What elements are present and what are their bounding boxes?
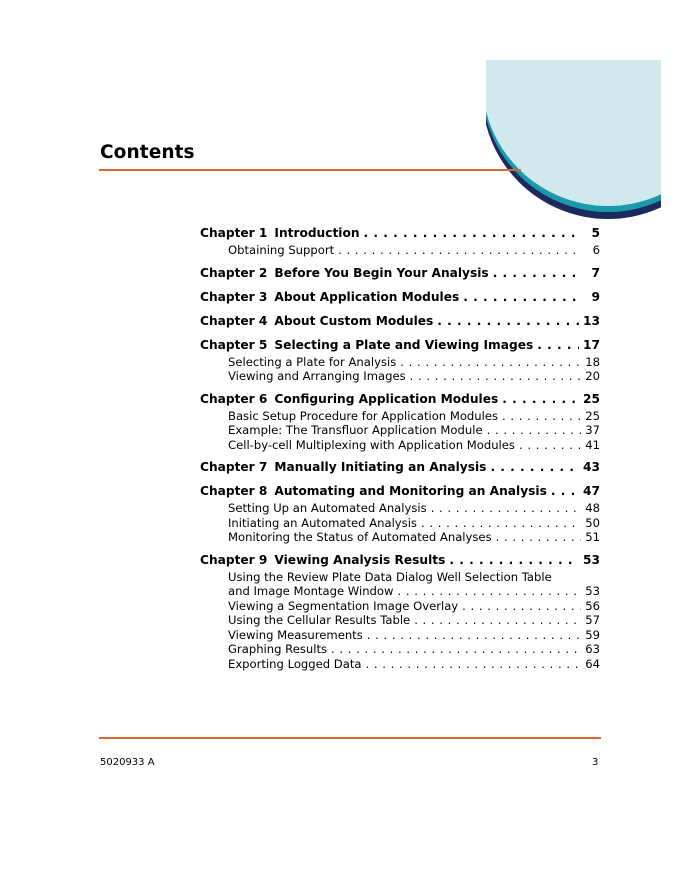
dot-leader [496, 530, 582, 545]
dot-leader [414, 613, 581, 628]
chapter-page-number: 53 [583, 552, 600, 567]
toc-subentry[interactable] [200, 516, 600, 531]
subentry-page-number: 6 [592, 243, 600, 257]
subentry-page-number: 18 [585, 354, 600, 369]
subentry-title: Setting Up an Automated Analysis [228, 501, 427, 515]
subentry-page-number: 57 [585, 613, 600, 627]
subentry-title: Viewing and Arranging Images [228, 369, 406, 383]
dot-leader [397, 584, 581, 599]
table-of-contents [200, 225, 600, 678]
toc-chapter-entry[interactable] [200, 289, 600, 306]
chapter-page-number: 9 [591, 289, 600, 304]
chapter-page-number: 25 [583, 391, 600, 406]
toc-subentry[interactable] [200, 613, 600, 628]
toc-subentry[interactable] [200, 501, 600, 516]
toc-subentry[interactable] [200, 530, 600, 545]
subentry-page-number: 25 [585, 408, 600, 423]
subentry-title: Monitoring the Status of Automated Analyses [228, 530, 492, 544]
page-number: 3 [592, 757, 599, 768]
toc-chapter-block [200, 391, 600, 453]
chapter-page-number: 17 [583, 337, 600, 352]
subentry-page-number: 51 [585, 530, 600, 544]
toc-subentries [200, 409, 600, 453]
subentry-page-number: 37 [585, 423, 600, 437]
dot-leader [364, 225, 582, 242]
toc-subentry-continuation[interactable] [200, 584, 600, 599]
toc-chapter-block [200, 459, 600, 476]
toc-subentry[interactable] [200, 628, 600, 643]
toc-subentries [200, 355, 600, 384]
subentry-title: Viewing Measurements [228, 627, 363, 642]
dot-leader [400, 355, 581, 370]
subentry-title: Cell-by-cell Multiplexing with Application Modules [228, 437, 515, 452]
dot-leader [502, 409, 581, 424]
toc-subentry[interactable] [200, 438, 600, 453]
toc-subentries [200, 570, 600, 672]
dot-leader [493, 265, 582, 282]
subentry-title: Viewing a Segmentation Image Overlay [228, 598, 459, 613]
subentry-title: Basic Setup Procedure for Application Modules [228, 408, 499, 423]
decorative-circle-graphic [486, 60, 661, 225]
toc-subentry[interactable] [200, 243, 600, 258]
page-title: Contents [100, 142, 195, 163]
chapter-number: Chapter 4 [200, 313, 268, 328]
dot-leader [431, 501, 582, 516]
chapter-page-number: 7 [591, 265, 600, 280]
toc-chapter-entry[interactable] [200, 391, 600, 408]
chapter-number: Chapter 8 [200, 484, 268, 498]
dot-leader [437, 313, 579, 330]
chapter-title: About Application Modules [274, 289, 460, 304]
chapter-page-number: 13 [583, 313, 600, 328]
chapter-page-number: 5 [591, 226, 600, 240]
chapter-title: Selecting a Plate and Viewing Images [274, 337, 534, 352]
dot-leader [519, 438, 581, 453]
subentry-page-number: 63 [585, 642, 600, 656]
chapter-title: Introduction [274, 226, 360, 240]
chapter-number: Chapter 6 [200, 391, 268, 406]
footer-divider [99, 737, 601, 739]
toc-chapter-entry[interactable] [200, 337, 600, 354]
subentry-page-number: 59 [585, 627, 600, 642]
toc-subentry[interactable] [200, 423, 600, 438]
subentry-title: Initiating an Automated Analysis [228, 515, 417, 530]
dot-leader [331, 642, 581, 657]
dot-leader [462, 599, 581, 614]
chapter-number: Chapter 1 [200, 226, 268, 240]
toc-chapter-entry[interactable] [200, 225, 600, 242]
dot-leader [537, 337, 579, 354]
subentry-title: Using the Cellular Results Table [228, 613, 411, 627]
dot-leader [367, 628, 581, 643]
toc-subentries [200, 501, 600, 545]
toc-subentry[interactable] [200, 599, 600, 614]
toc-chapter-entry[interactable] [200, 459, 600, 476]
dot-leader [366, 657, 582, 672]
dot-leader [490, 459, 579, 476]
dot-leader [551, 483, 579, 500]
subentry-page-number: 56 [585, 598, 600, 613]
subentry-title: Example: The Transfluor Application Module [228, 423, 483, 437]
chapter-title: Automating and Monitoring an Analysis [274, 484, 547, 498]
toc-subentry[interactable] [200, 369, 600, 384]
dot-leader [463, 289, 582, 306]
subentry-page-number: 50 [585, 515, 600, 530]
chapter-number: Chapter 2 [200, 265, 268, 280]
subentry-title: Obtaining Support [228, 243, 335, 257]
chapter-title: About Custom Modules [274, 313, 434, 328]
chapter-title: Configuring Application Modules [274, 391, 499, 406]
toc-chapter-block [200, 289, 600, 306]
chapter-title: Before You Begin Your Analysis [274, 265, 489, 280]
dot-leader [449, 552, 579, 569]
subentry-page-number: 48 [585, 501, 600, 515]
toc-subentry[interactable] [200, 642, 600, 657]
subentry-page-number: 20 [585, 369, 600, 383]
dot-leader [410, 369, 582, 384]
toc-subentries [200, 243, 600, 258]
subentry-title-continuation: and Image Montage Window [228, 584, 394, 598]
chapter-number: Chapter 7 [200, 460, 268, 474]
toc-subentry[interactable] [200, 355, 600, 370]
document-number: 5020933 A [100, 757, 155, 768]
subentry-page-number: 41 [585, 437, 600, 452]
toc-subentry[interactable] [200, 657, 600, 672]
dot-leader [502, 391, 579, 408]
dot-leader [338, 243, 582, 258]
toc-chapter-entry[interactable] [200, 552, 600, 569]
toc-chapter-block [200, 552, 600, 672]
subentry-page-number: 53 [585, 584, 600, 598]
toc-chapter-block [200, 313, 600, 330]
subentry-title: Using the Review Plate Data Dialog Well Selection Table [228, 569, 552, 584]
chapter-page-number: 47 [583, 484, 600, 498]
toc-subentry[interactable] [200, 570, 600, 585]
toc-chapter-block [200, 483, 600, 545]
dot-leader [487, 423, 582, 438]
toc-chapter-block [200, 337, 600, 384]
chapter-number: Chapter 9 [200, 552, 268, 567]
subentry-page-number: 64 [585, 656, 600, 671]
dot-leader [421, 516, 581, 531]
toc-chapter-entry[interactable] [200, 483, 600, 500]
chapter-title: Manually Initiating an Analysis [274, 460, 487, 474]
chapter-number: Chapter 3 [200, 289, 268, 304]
toc-chapter-entry[interactable] [200, 313, 600, 330]
subentry-title: Graphing Results [228, 642, 328, 656]
chapter-page-number: 43 [583, 460, 600, 474]
title-divider [99, 169, 521, 171]
subentry-title: Exporting Logged Data [228, 656, 362, 671]
toc-chapter-block [200, 265, 600, 282]
toc-chapter-entry[interactable] [200, 265, 600, 282]
toc-subentry[interactable] [200, 409, 600, 424]
toc-chapter-block [200, 225, 600, 258]
subentry-title: Selecting a Plate for Analysis [228, 354, 397, 369]
chapter-number: Chapter 5 [200, 337, 268, 352]
chapter-title: Viewing Analysis Results [274, 552, 446, 567]
